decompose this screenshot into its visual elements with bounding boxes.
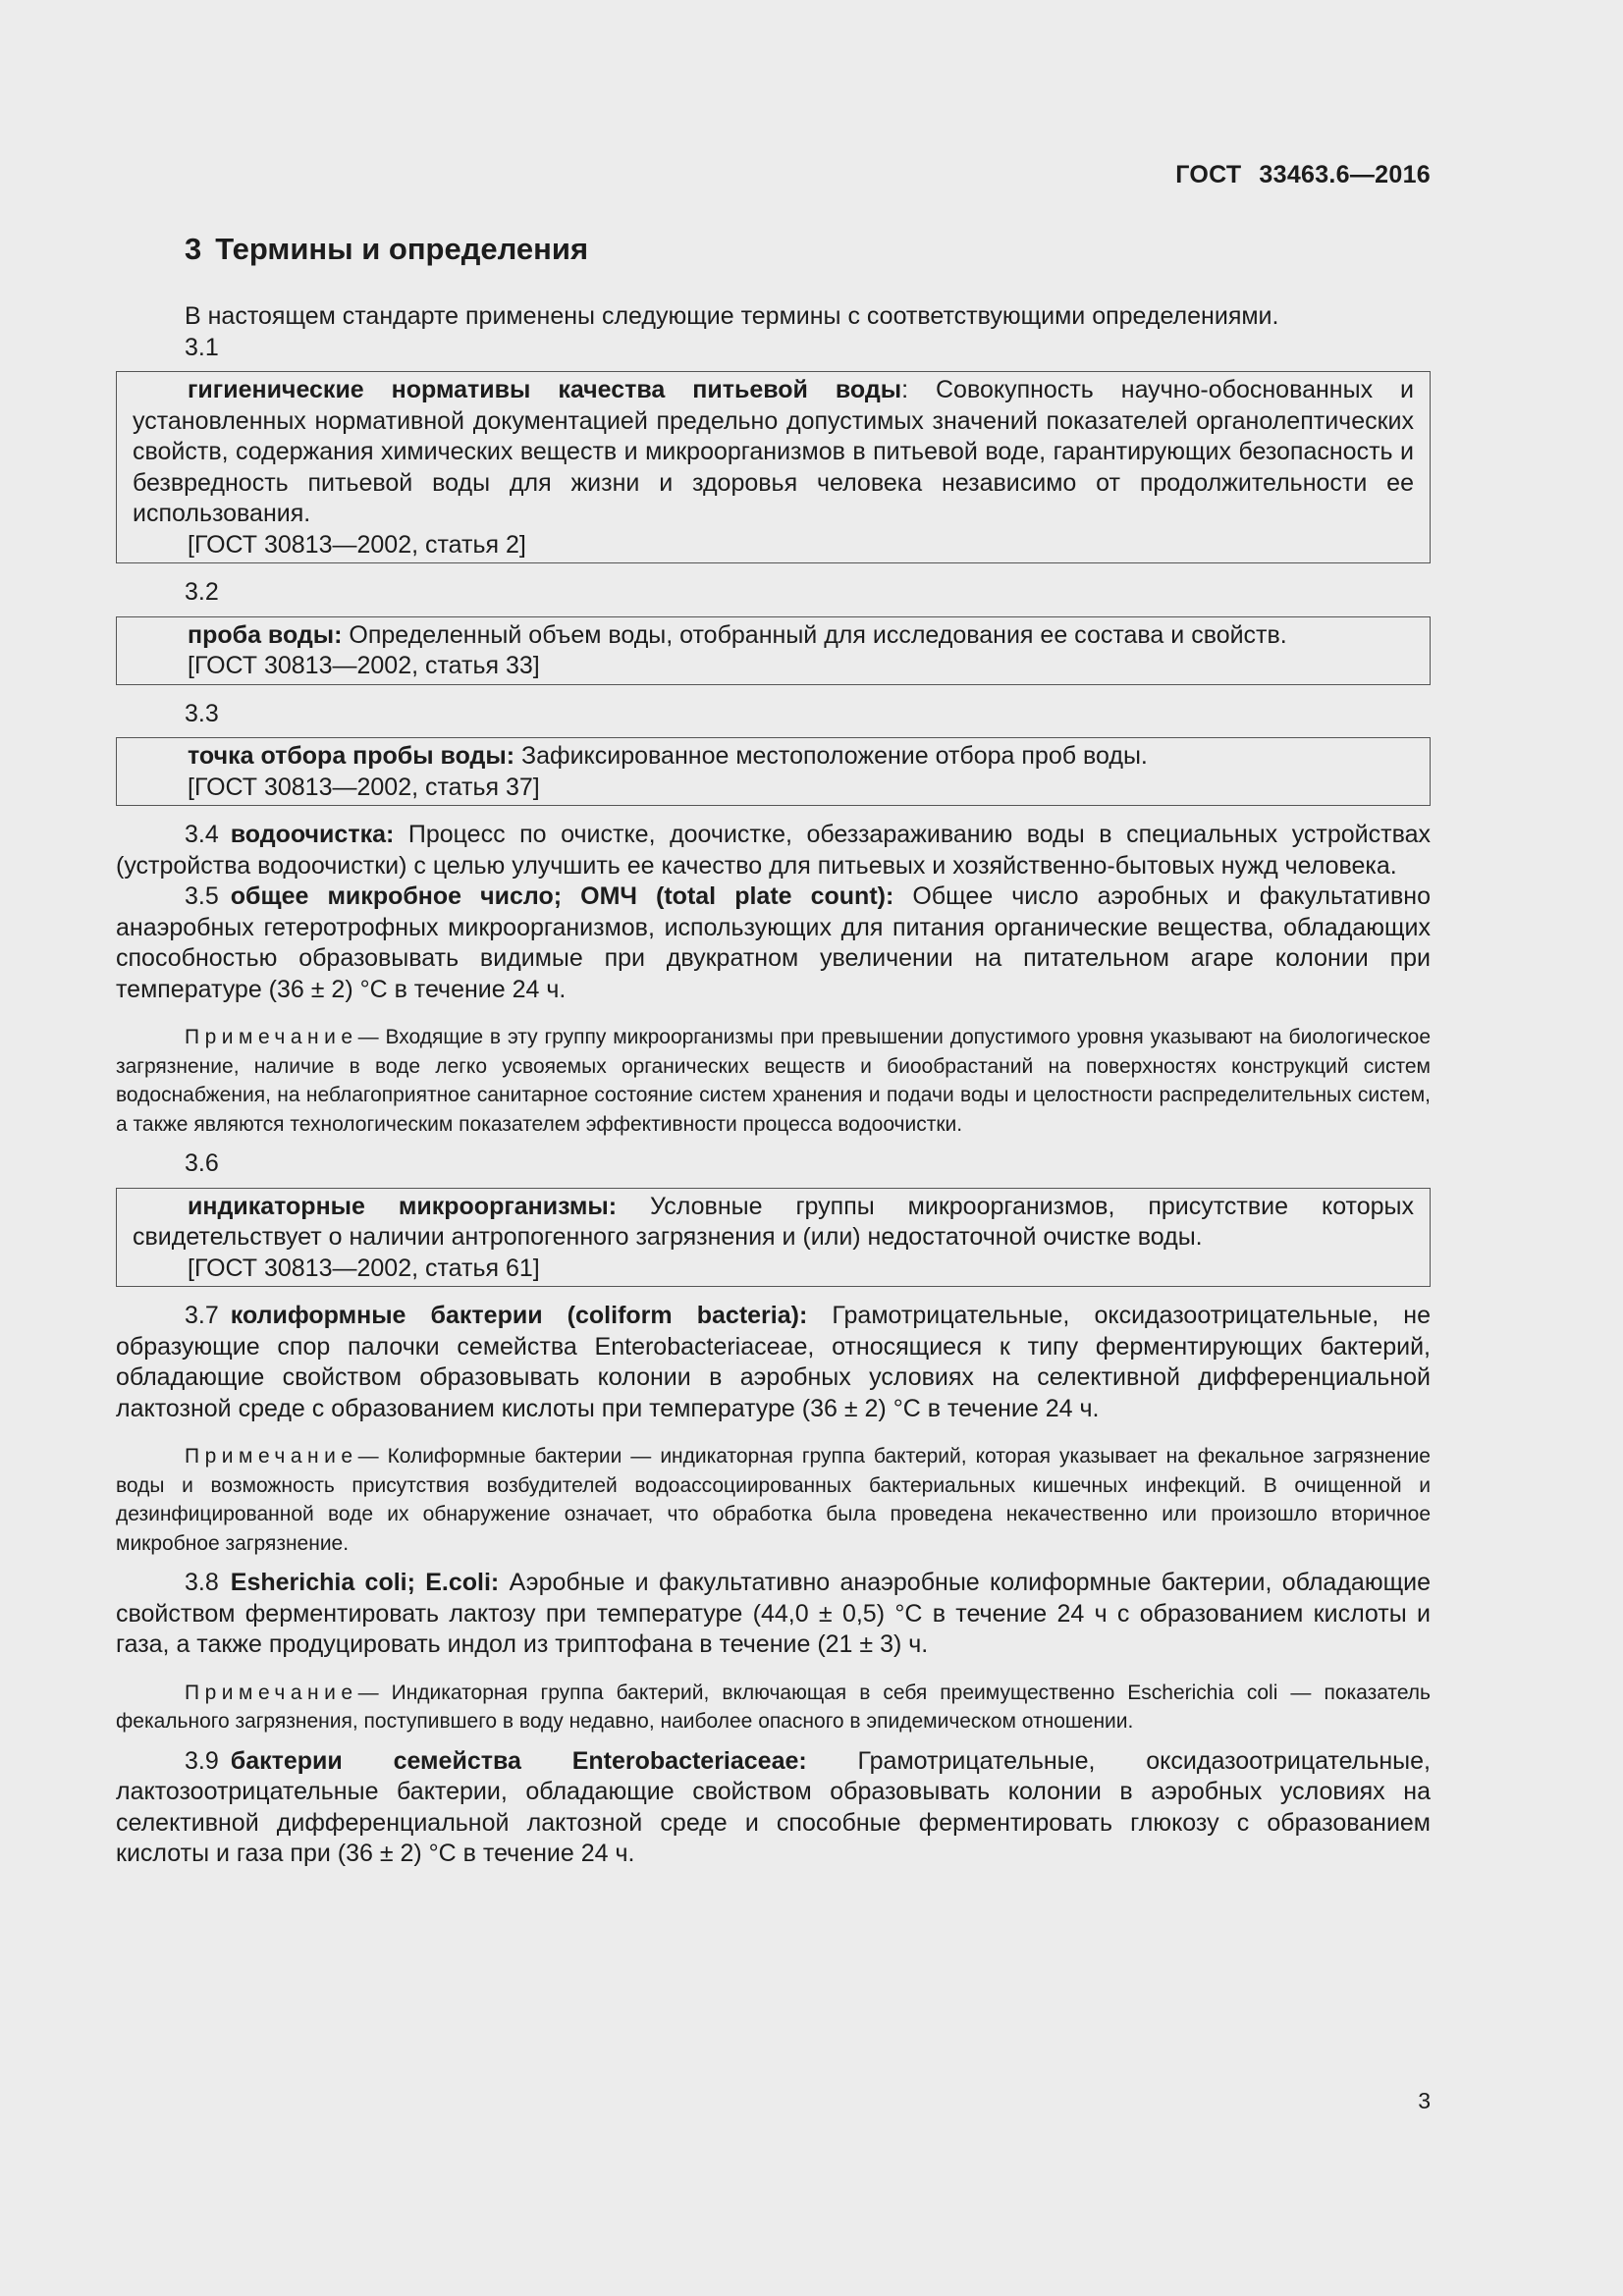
header-standard: ГОСТ xyxy=(1175,161,1242,188)
term-definition xyxy=(116,1568,1431,1661)
term-definition xyxy=(116,1746,1431,1870)
section-content xyxy=(116,301,1431,1870)
page-header xyxy=(1175,161,1431,189)
note-label: Примечание xyxy=(185,1681,358,1704)
term-name: водоочистка: xyxy=(230,821,395,848)
note-text: — Индикаторная группа бактерий, включающая в себя преимущественно Escherichia coli — показатель фекального загрязнения, поступившего в воду недавно, наиболее опасного в эпидемическом отношении. xyxy=(116,1681,1431,1733)
term-text: Зафиксированное местоположение отбора проб воды. xyxy=(514,742,1148,770)
term-text: Общее число аэробных и факультативно анаэробных гетеротрофных микроорганизмов, использующих для питания органические вещества, обладающих способностью образовывать видимые при двукратном увеличении на питательном агаре колонии при температуре (36 ± 2) °С в течение 24 ч. xyxy=(116,882,1431,1003)
term-name: Esherichia coli; E.coli: xyxy=(230,1569,500,1596)
term-text: : Совокупность научно-обоснованных и установленных нормативной документацией предельно допустимых значений показателей органолептических свойств, содержания химических веществ и микроорганизмов в питьевой воде, гарантирующих безопасность и безвредность питьевой воды для жизни и здоровья человека независимо от продолжительности ее использования. xyxy=(133,376,1414,527)
term-definition xyxy=(116,820,1431,881)
term-text: Грамотрицательные, оксидазоотрицательные, лактозоотрицательные бактерии, обладающие свойством образовывать колонии в аэробных условиях на селективной дифференциальной лактозной среде и способные ферментировать глюкозу с образованием кислоты и газа при (36 ± 2) °С в течение 24 ч. xyxy=(116,1746,1431,1867)
term-text: Условные группы микроорганизмов, присутствие которых свидетельствует о наличии антропогенного загрязнения и (или) недостаточной очистке воды. xyxy=(133,1192,1414,1251)
term-number: 3.7 xyxy=(185,1302,219,1329)
intro-paragraph: В настоящем стандарте применены следующие термины с соответствующими определениями. xyxy=(185,302,1279,330)
term-text: Определенный объем воды, отобранный для исследования ее состава и свойств. xyxy=(342,620,1287,649)
term-reference: [ГОСТ 30813—2002, статья 2] xyxy=(188,530,526,559)
term-text: Грамотрицательные, оксидазоотрицательные, не образующие спор палочки семейства Enterobacteriaceae, относящиеся к типу ферментирующих бактерий, обладающие свойством образовывать колонии в аэробных условиях на селективной дифференциальной лактозной среде с образованием кислоты при температуре (36 ± 2) °С в течение 24 ч. xyxy=(116,1302,1431,1422)
section-title xyxy=(185,232,588,267)
term-number: 3.4 xyxy=(185,821,219,848)
term-reference: [ГОСТ 30813—2002, статья 33] xyxy=(188,652,540,679)
term-number: 3.5 xyxy=(185,882,219,910)
term-box xyxy=(116,1188,1431,1288)
term-number: 3.9 xyxy=(185,1746,219,1775)
term-box xyxy=(116,737,1431,806)
term-number: 3.6 xyxy=(185,1149,219,1177)
term-definition xyxy=(116,881,1431,1005)
term-definition xyxy=(133,620,1414,652)
term-number: 3.1 xyxy=(185,333,219,361)
term-name: проба воды: xyxy=(188,620,343,649)
term-name: общее микробное число; ОМЧ (total plate count): xyxy=(230,882,894,910)
term-number: 3.3 xyxy=(185,699,219,727)
term-name: колиформные бактерии (coliform bacteria): xyxy=(230,1302,808,1329)
term-name: гигиенические нормативы качества питьевой воды xyxy=(188,376,902,403)
term-name: индикаторные микроорганизмы: xyxy=(188,1192,618,1220)
term-definition xyxy=(133,741,1414,773)
term-text: Аэробные и факультативно анаэробные колиформные бактерии, обладающие свойством ферментировать лактозу при температуре (44,0 ± 0,5) °С в течение 24 ч с образованием кислоты и газа, а также продуцировать индол из триптофана в течение (21 ± 3) ч. xyxy=(116,1569,1432,1658)
term-reference: [ГОСТ 30813—2002, статья 61] xyxy=(188,1254,540,1282)
section-number: 3 xyxy=(185,232,202,266)
term-text: Процесс по очистке, доочистке, обеззараживанию воды в специальных устройствах (устройства водоочистки) с целью улучшить ее качество для питьевых и хозяйственно-бытовых нужд человека. xyxy=(116,821,1431,880)
note-paragraph xyxy=(116,1442,1431,1558)
note-text: — Входящие в эту группу микроорганизмы при превышении допустимого уровня указывают на биологическое загрязнение, наличие в воде легко усвояемых органических веществ и биообрастаний на поверхностях конструкций систем водоснабжения, на неблагоприятное санитарное состояние систем хранения и подачи воды и целостности распределительных систем, а также являются технологическим показателем эффективности процесса водоочистки. xyxy=(116,1026,1431,1136)
note-text: — Колиформные бактерии — индикаторная группа бактерий, которая указывает на фекальное загрязнение воды и возможность присутствия возбудителей водоассоциированных бактериальных кишечных инфекций. В очищенной и дезинфицированной воде их обнаружение означает, что обработка была проведена некачественно или произошло вторичное микробное загрязнение. xyxy=(116,1445,1431,1555)
term-reference: [ГОСТ 30813—2002, статья 37] xyxy=(188,773,540,801)
term-definition xyxy=(133,375,1414,530)
page-number: 3 xyxy=(1418,2088,1431,2113)
term-name: точка отбора пробы воды: xyxy=(188,742,515,770)
term-definition xyxy=(116,1301,1431,1424)
note-label: Примечание xyxy=(185,1445,358,1468)
note-paragraph xyxy=(116,1679,1431,1736)
note-label: Примечание xyxy=(185,1026,358,1048)
term-box xyxy=(116,616,1431,685)
note-paragraph xyxy=(116,1023,1431,1139)
term-definition xyxy=(133,1192,1414,1254)
term-name: бактерии семейства Enterobacteriaceae: xyxy=(230,1746,807,1775)
term-number: 3.8 xyxy=(185,1569,219,1596)
term-number: 3.2 xyxy=(185,578,219,606)
term-box xyxy=(116,371,1431,563)
header-number: 33463.6—2016 xyxy=(1259,161,1431,188)
section-heading: Термины и определения xyxy=(215,232,589,266)
